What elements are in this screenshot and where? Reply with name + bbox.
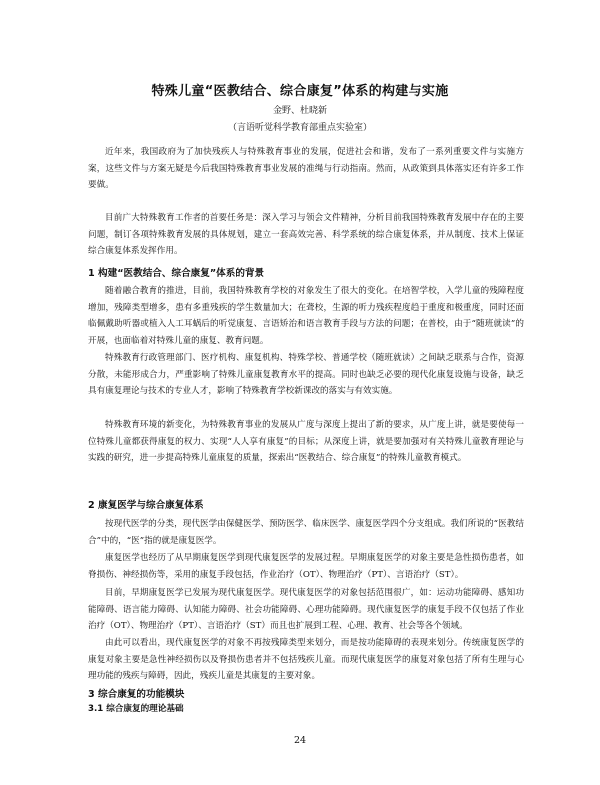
paper-authors: 金野、杜晓新 — [272, 106, 327, 116]
section-2-heading: 2 康复医学与综合康复体系 — [88, 500, 204, 511]
section-3-1-heading: 3.1 综合康复的理论基础 — [88, 704, 184, 714]
paper-affiliation: （言语听觉科学教育部重点实验室） — [227, 123, 372, 133]
intro-paragraph-1: 近年来，我国政府为了加快残疾人与特殊教育事业的发展，促进社会和谐，发布了一系列重要文件与实施方案，这些文件与方案无疑是今后我国特殊教育事业发展的准绳与行动指南。然而，从政策到具体落实还有许多工作要做。 — [88, 147, 524, 191]
section-2-paragraph-3: 目前，早期康复医学已发展为现代康复医学。现代康复医学的对象包括范围很广，如：运动功能障碍、感知功能障碍、语言能力障碍、认知能力障碍、社会功能障碍、心理功能障碍。现代康复医学的康复手段不仅包括了作业治疗（OT）、物理治疗（PT）、言语治疗（ST）而且也扩展到工程、心理、教育、社会等各个领域。 — [88, 588, 524, 632]
paper-title: 特殊儿童“医教结合、综合康复”体系的构建与实施 — [151, 84, 449, 99]
section-1-heading: 1 构建“医教结合、综合康复”体系的背景 — [88, 268, 265, 279]
section-2-paragraph-1: 按现代医学的分类，现代医学由保健医学、预防医学、临床医学、康复医学四个分支组成。我们所说的“医教结合”中的，“医”指的就是康复医学。 — [88, 519, 524, 546]
intro-paragraph-2: 目前广大特殊教育工作者的首要任务是：深入学习与领会文件精神，分析目前我国特殊教育发展中存在的主要问题，制订各项特殊教育发展的具体规划，建立一套高效完善、科学系统的综合康复体系，并从制度、技术上保证综合康复体系发挥作用。 — [88, 213, 524, 257]
section-2-paragraph-4: 由此可以看出，现代康复医学的对象不再按残障类型来划分，而是按功能障碍的表现来划分。传统康复医学的康复对象主要是急性神经损伤以及脊损伤患者并不包括残疾儿童。而现代康复医学的康复对象包括了所有生理与心理功能的残疾与障碍，因此，残疾儿童是其康复的主要对象。 — [88, 638, 524, 682]
section-1-paragraph-2: 特殊教育行政管理部门、医疗机构、康复机构、特殊学校、普通学校（随班就读）之间缺乏联系与合作，资源分散，未能形成合力，严重影响了特殊儿童康复教育水平的提高。同时也缺乏必要的现代化康复设施与设备，缺乏具有康复理论与技术的专业人才，影响了特殊教育学校新课改的落实与有效实施。 — [88, 353, 524, 397]
page-number: 24 — [293, 735, 307, 746]
section-1-paragraph-3: 特殊教育环境的新变化，为特殊教育事业的发展从广度与深度上提出了新的要求，从广度上讲，就是要使每一位特殊儿童都获得康复的权力、实现“人人享有康复”的目标；从深度上讲，就是要加强对有关特殊儿童教育理论与实践的研究，进一步提高特殊儿童康复的质量，探索出“医教结合、综合康复”的特殊儿童教育模式。 — [88, 420, 524, 464]
section-2-paragraph-2: 康复医学也经历了从早期康复医学到现代康复医学的发展过程。早期康复医学的对象主要是急性损伤患者，如脊损伤、神经损伤等，采用的康复手段包括，作业治疗（OT）、物理治疗（PT）、言语治疗（ST）。 — [88, 553, 524, 580]
section-1-paragraph-1: 随着融合教育的推进，目前，我国特殊教育学校的对象发生了很大的变化。在培智学校，入学儿童的残障程度增加，残障类型增多，患有多重残疾的学生数量加大；在聋校，生源的听力残疾程度趋于重度和极重度，同时还面临佩戴助听器或植入人工耳蜗后的听觉康复、言语矫治和语言教育手段与方法的问题；在普校，由于“随班就读”的开展，也面临着对特殊儿童的康复、教育问题。 — [88, 286, 524, 346]
section-3-heading: 3 综合康复的功能模块 — [88, 689, 185, 700]
